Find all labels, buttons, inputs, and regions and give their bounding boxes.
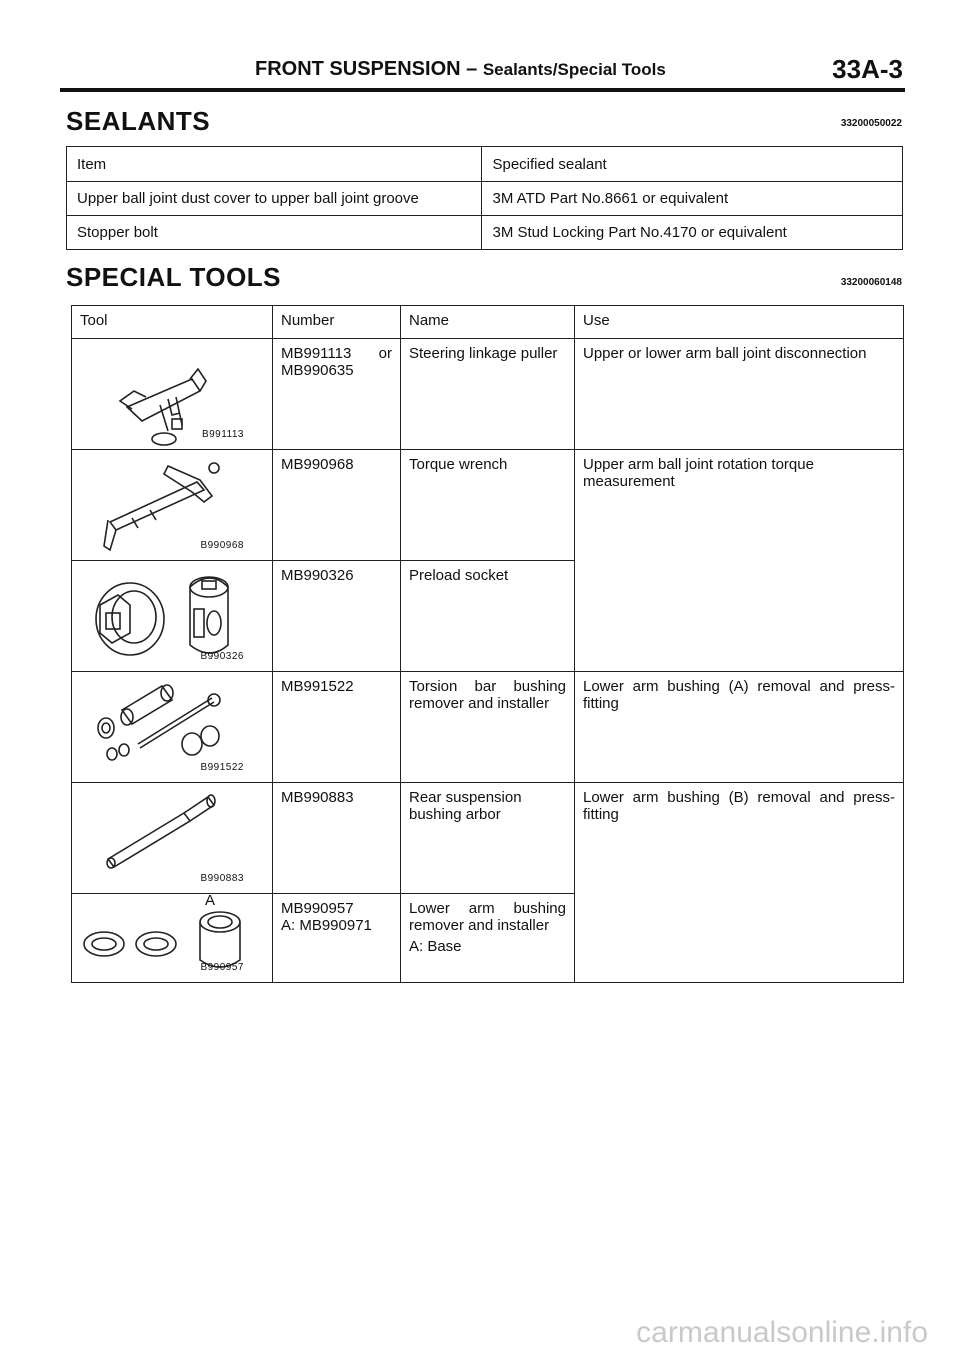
tool-number: MB990883: [273, 783, 401, 894]
section-title-text: FRONT SUSPENSION: [255, 58, 461, 80]
page-header: [60, 54, 905, 86]
table-row: [67, 182, 903, 216]
tool-number-text: MB990957: [281, 900, 354, 917]
special-tools-code: 33200060148: [840, 277, 902, 288]
tool-name: Steering linkage puller: [401, 339, 575, 450]
tool-illustration: [72, 561, 273, 672]
tool-use: Upper arm ball joint rotation torque measurement: [575, 450, 904, 672]
tool-name-text: Lower arm bushing remover and installer: [409, 900, 566, 934]
image-code: B990968: [200, 540, 244, 551]
title-dash: –: [466, 58, 478, 80]
sealants-table: [66, 146, 903, 250]
column-header-tool: Tool: [72, 306, 273, 339]
image-code: B990326: [200, 651, 244, 662]
image-code: B990957: [200, 962, 244, 973]
page-subtitle: Sealants/Special Tools: [482, 60, 666, 79]
tool-illustration: [72, 339, 273, 450]
tool-number: [273, 339, 401, 450]
sealants-code: 33200050022: [840, 118, 902, 129]
tool-use: Lower arm bushing (B) removal and press-fitting: [575, 783, 904, 983]
column-header-use: Use: [575, 306, 904, 339]
table-row: [72, 339, 904, 450]
table-header-row: [72, 306, 904, 339]
column-header-number: Number: [273, 306, 401, 339]
watermark: carmanualsonline.info: [636, 1316, 928, 1349]
table-row: [67, 216, 903, 250]
image-label-a: A: [205, 892, 216, 909]
tool-number-secondary: A: MB990971: [281, 917, 372, 934]
column-header-item: Item: [67, 147, 482, 182]
tool-number-text: MB991113 or MB990635: [281, 345, 392, 379]
tool-name: Torque wrench: [401, 450, 575, 561]
special-tools-heading: SPECIAL TOOLS: [66, 262, 282, 292]
tool-illustration: [72, 894, 273, 983]
tool-illustration: [72, 672, 273, 783]
image-code: B991522: [200, 762, 244, 773]
table-row: [72, 783, 904, 894]
sealants-heading: SEALANTS: [66, 106, 211, 136]
table-row: [72, 450, 904, 561]
tool-number: MB990326: [273, 561, 401, 672]
tool-name: Torsion bar bushing remover and installer: [401, 672, 575, 783]
sealant-item: Stopper bolt: [67, 216, 482, 250]
image-code: B991113: [201, 429, 244, 440]
sealant-item: Upper ball joint dust cover to upper ball joint groove: [67, 182, 482, 216]
page-number: 33A-3: [832, 54, 903, 84]
tool-name: [401, 894, 575, 983]
tool-illustration: [72, 450, 273, 561]
sealant-spec: 3M Stud Locking Part No.4170 or equivalent: [482, 216, 903, 250]
special-tools-table: [71, 305, 904, 983]
tool-number: [273, 894, 401, 983]
tool-number: MB990968: [273, 450, 401, 561]
header-rule: [60, 88, 905, 92]
table-row: [72, 672, 904, 783]
tool-name-secondary: A: Base: [409, 938, 462, 955]
column-header-sealant: Specified sealant: [482, 147, 903, 182]
table-header-row: [67, 147, 903, 182]
tool-use: Upper or lower arm ball joint disconnection: [575, 339, 904, 450]
tool-illustration: [72, 783, 273, 894]
tool-name: Rear suspension bushing arbor: [401, 783, 575, 894]
page-title: [255, 58, 666, 81]
sealant-spec: 3M ATD Part No.8661 or equivalent: [482, 182, 903, 216]
tool-use: Lower arm bushing (A) removal and press-fitting: [575, 672, 904, 783]
column-header-name: Name: [401, 306, 575, 339]
tool-number: MB991522: [273, 672, 401, 783]
tool-name: Preload socket: [401, 561, 575, 672]
image-code: B990883: [200, 873, 244, 884]
